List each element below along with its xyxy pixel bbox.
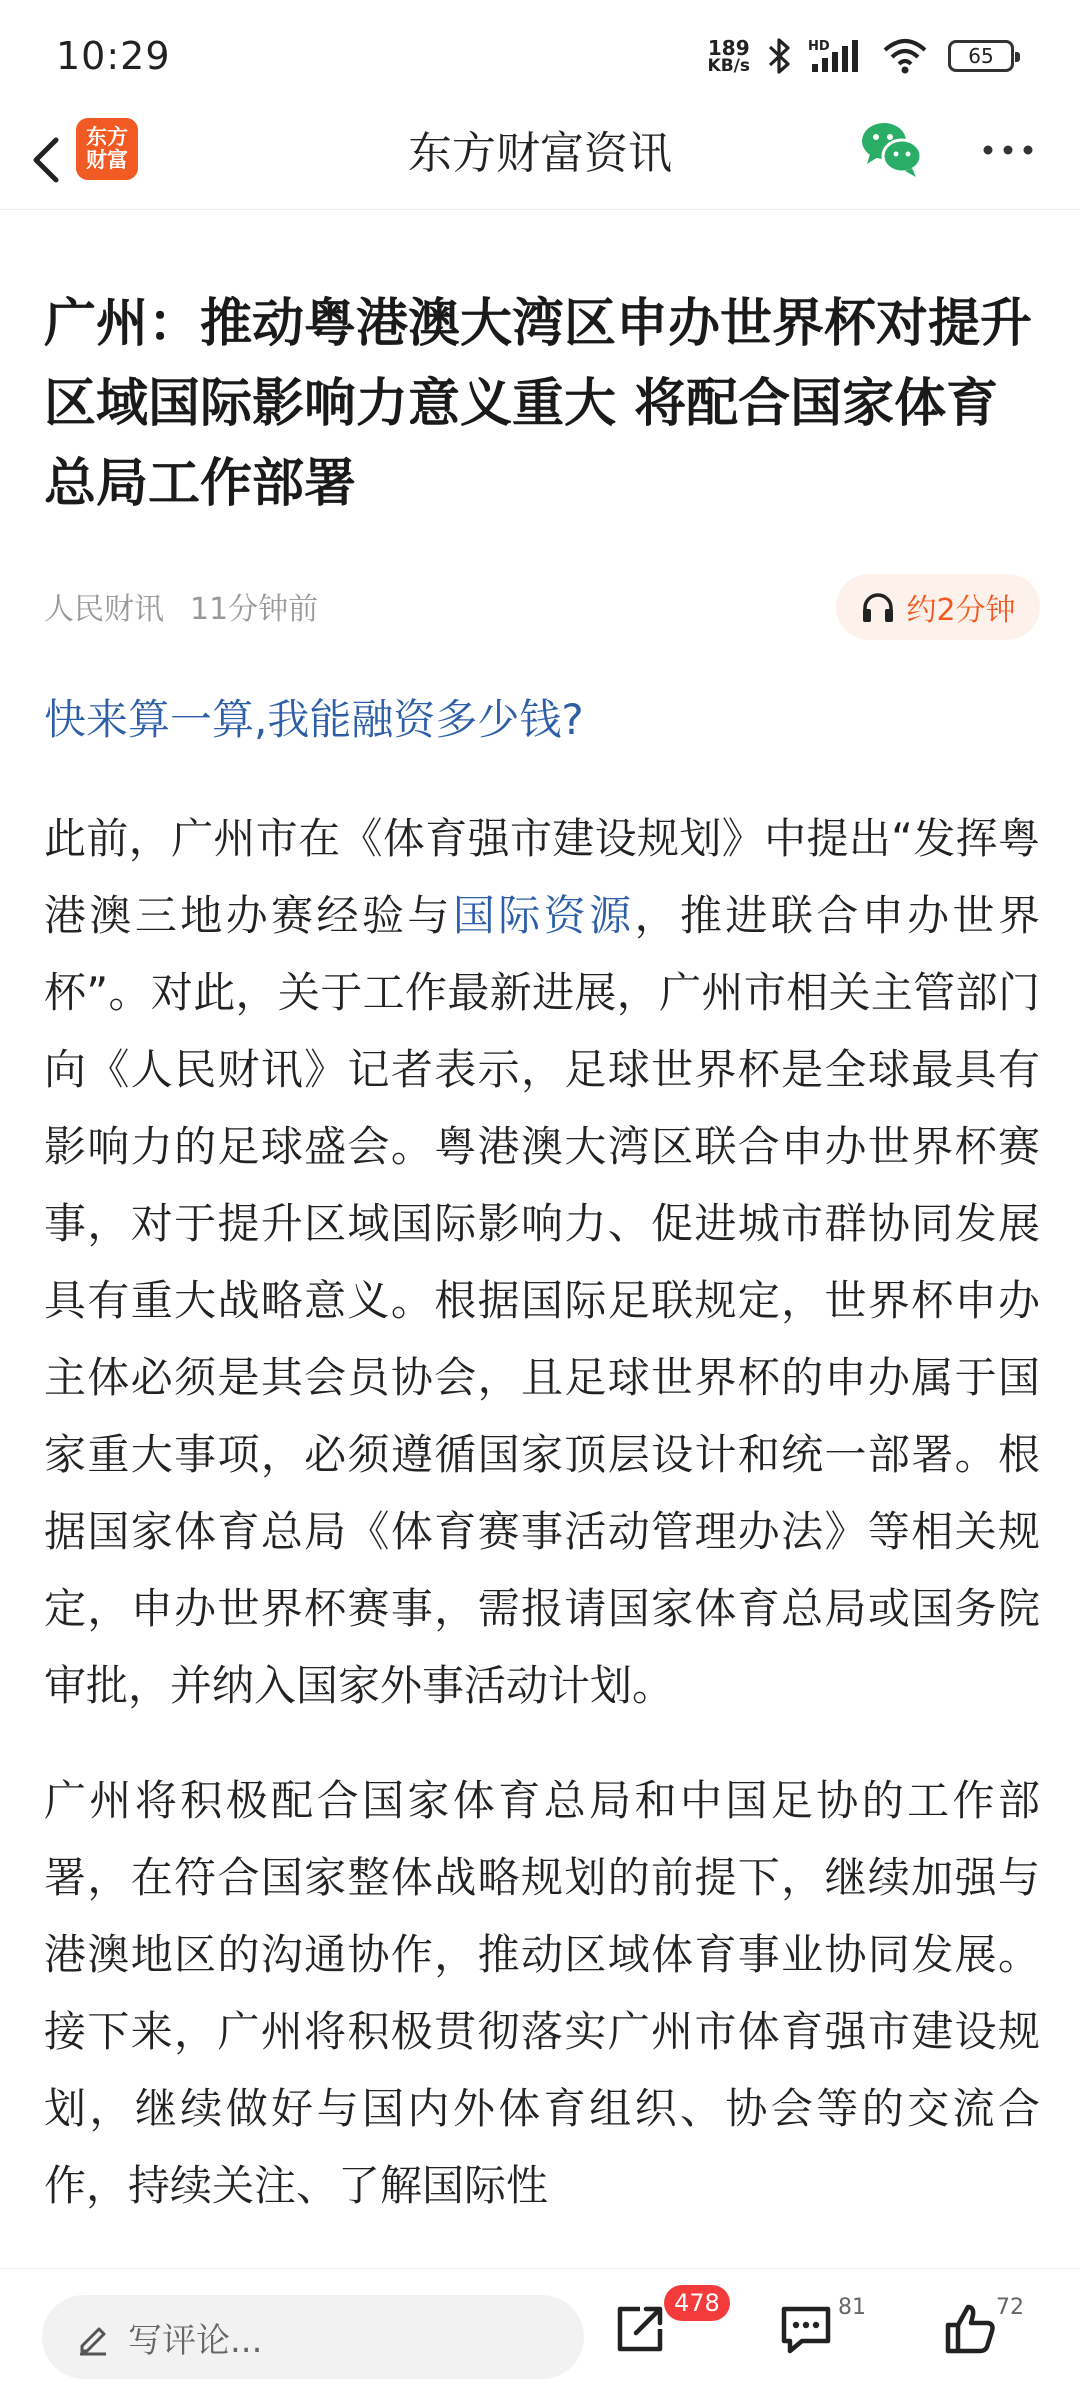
wifi-icon (882, 36, 928, 76)
network-label: HD (808, 39, 830, 54)
paragraph-1-text-a: 此前，广州市在《体育强市建设规划》中提出“发挥粤港澳三地办赛经验与 (44, 814, 1040, 940)
listen-duration: 约2分钟 (906, 593, 1016, 628)
more-icon[interactable] (976, 130, 1040, 170)
share-count-badge: 478 (664, 2285, 730, 2321)
inline-link[interactable]: 国际资源 (452, 891, 635, 940)
wechat-icon[interactable] (858, 116, 924, 180)
logo-line-1: 东方 (86, 124, 128, 149)
bottom-bar (0, 2268, 1080, 2400)
status-icons (708, 36, 1014, 76)
article-title: 广州：推动粤港澳大湾区申办世界杯对提升区域国际影响力意义重大 将配合国家体育总局工作部署 (44, 294, 1033, 514)
paragraph-1-text-b: ，推进联合申办世界杯”。对此，关于工作最新进展，广州市相关主管部门向《人民财讯》记者表示，足球世界杯是全球最具有影响力的足球盛会。粤港澳大湾区联合申办世界杯赛事，对于提升区域国际影响力、促进城市群协同发展具有重大战略意义。根据国际足联规定，世界杯申办主体必须是其会员协会，且足球世界杯的申办属于国家重大事项，必须遵循国家顶层设计和统一部署。根据国家体育总局《体育赛事活动管理办法》等相关规定，申办世界杯赛事，需报请国家体育总局或国务院审批，并纳入国家外事活动计划。 (44, 891, 1040, 1710)
article-meta (44, 576, 318, 636)
comment-count: 81 (838, 2295, 866, 2320)
comment-input[interactable] (42, 2295, 584, 2379)
battery-level: 65 (968, 44, 994, 68)
signal-icon (808, 36, 868, 76)
like-count: 72 (996, 2295, 1024, 2320)
net-speed (707, 35, 750, 76)
article-time: 11分钟前 (190, 592, 319, 627)
net-speed-value: 189 (707, 35, 750, 60)
page-title: 东方财富资讯 (408, 128, 672, 179)
share-icon[interactable] (610, 2299, 670, 2359)
like-icon[interactable] (940, 2299, 1000, 2359)
pencil-icon (74, 2318, 112, 2356)
comment-icon[interactable] (776, 2299, 836, 2359)
logo-line-2: 财富 (86, 148, 128, 172)
comment-placeholder: 写评论... (128, 2320, 263, 2361)
paragraph-1 (44, 800, 1040, 1724)
battery-indicator (948, 40, 1014, 72)
status-time: 10:29 (56, 34, 171, 78)
net-speed-unit: KB/s (707, 55, 750, 76)
article-body (44, 800, 1040, 2268)
listen-button[interactable] (836, 574, 1040, 640)
promo-link[interactable]: 快来算一算,我能融资多少钱? (44, 695, 584, 744)
article-source[interactable]: 人民财讯 (44, 592, 164, 627)
bluetooth-icon (764, 36, 794, 76)
headphones-icon (860, 590, 896, 624)
status-bar (0, 0, 1080, 112)
app-header (0, 112, 1080, 210)
paragraph-2: 广州将积极配合国家体育总局和中国足协的工作部署，在符合国家整体战略规划的前提下，继续加强与港澳地区的沟通协作，推动区域体育事业协同发展。接下来，广州将积极贯彻落实广州市体育强市建设规划，继续做好与国内外体育组织、协会等的交流合作，持续关注、了解国际性 (44, 1776, 1040, 2210)
